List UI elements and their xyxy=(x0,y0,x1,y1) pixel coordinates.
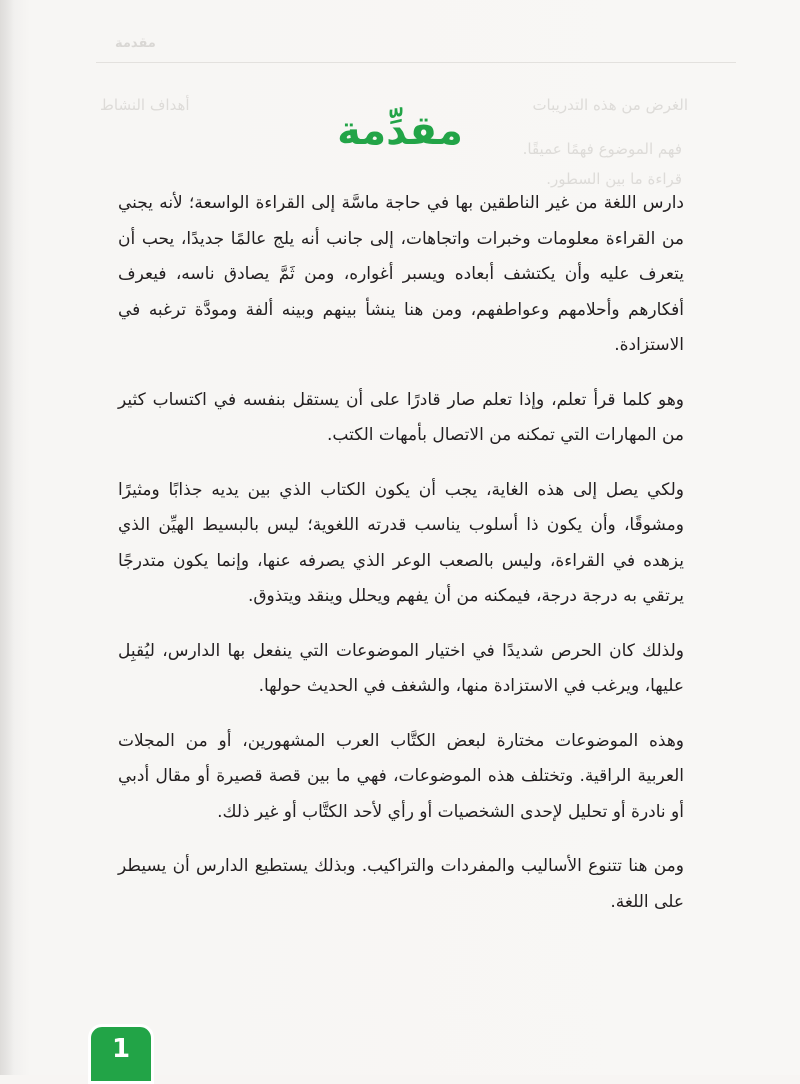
show-through-heading: الغرض من هذه التدريبات xyxy=(532,96,688,114)
header-rule xyxy=(96,62,736,63)
show-through-line: قراءة ما بين السطور. xyxy=(546,170,682,188)
paragraph: وهو كلما قرأ تعلم، وإذا تعلم صار قادرًا على أن يستقل بنفسه في اكتساب كثير من المهارات التي تمكنه من الاتصال بأمهات الكتب. xyxy=(118,389,684,445)
intro-body xyxy=(118,186,684,939)
page-title: مقدِّمة xyxy=(337,108,463,154)
paragraph: ولكي يصل إلى هذه الغاية، يجب أن يكون الكتاب الذي بين يديه جذابًا ومثيرًا ومشوقًا، وأن يكون ذا أسلوب يناسب قدرته اللغوية؛ ليس بالبسيط الهيِّن الذي يزهده في القراءة، وليس بالصعب الوعر الذي يصرفه عنها، وإنما يكون متدرجًا يرتقي به درجة درجة، فيمكنه من أن يفهم ويحلل وينقد ويتذوق. xyxy=(118,479,684,606)
binding-shadow xyxy=(0,0,14,1075)
show-through-line: فهم الموضوع فهمًا عميقًا. xyxy=(522,140,682,158)
page-number: 1 xyxy=(111,1034,131,1064)
paragraph: دارس اللغة من غير الناطقين بها في حاجة ماسَّة إلى القراءة الواسعة؛ لأنه يجني من القراءة معلومات وخبرات واتجاهات، إلى جانب أنه يلج عالمًا جديدًا، يحب أن يتعرف عليه وأن يكتشف أبعاده ويسبر أغواره، ومن ثَمَّ يصادق ناسه، فيعرف أفكارهم وأحلامهم وعواطفهم، ومن هنا ينشأ بينهم وبينه ألفة ومودَّة ترغبه في الاستزادة. xyxy=(118,193,684,355)
running-head: مقدمة xyxy=(115,36,156,51)
paragraph: ولذلك كان الحرص شديدًا في اختيار الموضوعات التي ينفعل بها الدارس، ليُقبِل عليها، ويرغب في الاستزادة منها، والشغف في الحديث حولها. xyxy=(118,640,684,696)
show-through-heading-2: أهداف النشاط xyxy=(100,96,190,114)
paragraph: وهذه الموضوعات مختارة لبعض الكتَّاب العرب المشهورين، أو من المجلات العربية الراقية. وتختلف هذه الموضوعات، فهي ما بين قصة قصيرة أو مقال أدبي أو نادرة أو تحليل لإحدى الشخصيات أو رأي لأحد الكتَّاب أو غير ذلك. xyxy=(118,730,684,822)
paragraph: ومن هنا تتنوع الأساليب والمفردات والتراكيب. وبذلك يستطيع الدارس أن يسيطر على اللغة. xyxy=(118,856,684,912)
